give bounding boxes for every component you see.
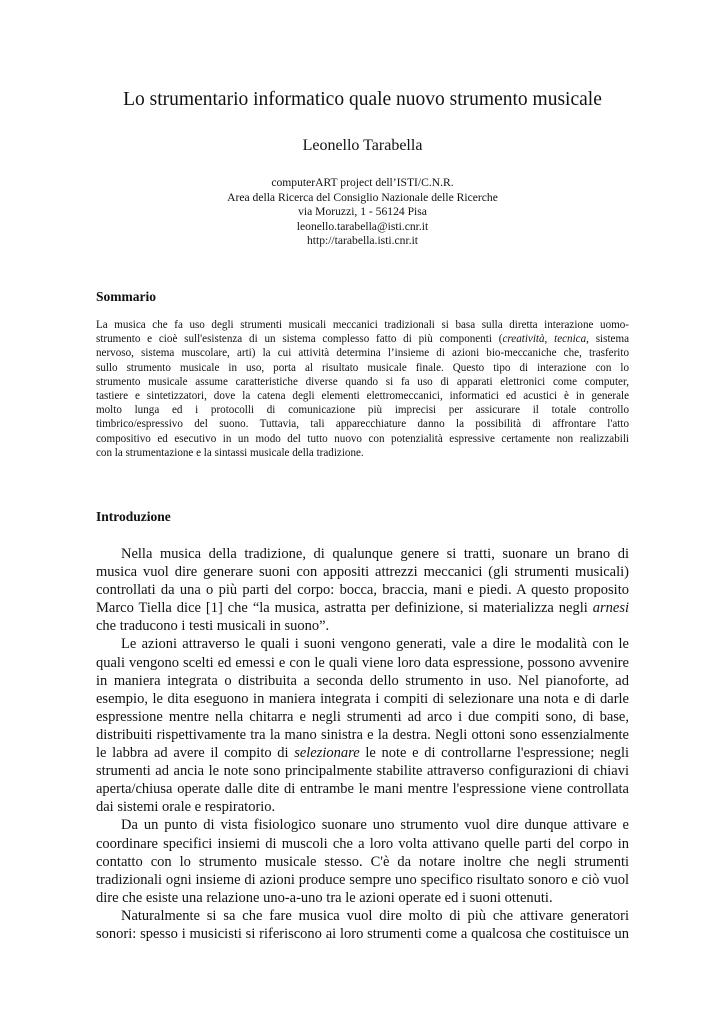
sommario-line: sullo strumento musicale in uso, porta al risultato musicale finale. Questo tipo di interazione con lo xyxy=(96,361,629,374)
body-line: Le azioni attraverso le quali i suoni vengono generati, vale a dire le modalità con le xyxy=(121,636,629,653)
body-line: quali vengono scelti ed emessi e con le quali viene loro data espressione, possono avvenire xyxy=(96,654,629,671)
sommario-line: strumento musicale assume caratteristiche diverse quando si fa uso di apparati elettronici come computer, xyxy=(96,375,629,388)
author-website: http://tarabella.isti.cnr.it xyxy=(306,234,419,248)
body-line: dire che esiste una relazione uno-a-uno tra le azioni operate ed i suoni ottenuti. xyxy=(96,889,553,906)
sommario-line: La musica che fa uso degli strumenti musicali meccanici tradizionali si basa sulla diretta interazione uomo- xyxy=(96,319,629,331)
sommario-line: tastiere e sintetizzatori, dove la catena degli elementi elettromeccanici, informatici ed acustici è in generale xyxy=(96,389,629,402)
body-line: contatto con lo strumento musicale stesso. C'è da notare inoltre che negli strumenti xyxy=(96,853,629,870)
body-line: Marco Tiella dice [1] che “la musica, astratta per definizione, si materializza negli arnesi xyxy=(96,600,629,617)
affiliation-line: Area della Ricerca del Consiglio Nazionale delle Ricerche xyxy=(227,190,498,204)
body-line: sonori: spesso i musicisti si riferiscono ai loro strumenti come a qualcosa che costituisce un xyxy=(96,925,629,942)
body-line: espressione mentre nella chitarra e negli strumenti ad arco i due compiti sono, di base, xyxy=(96,708,629,725)
body-line: che traducono i testi musicali in suono”. xyxy=(96,618,330,635)
body-line: strumenti ad ancia le note sono principalmente stabilite attraverso configurazioni di chiavi xyxy=(96,763,629,780)
affiliation-line: computerART project dell’ISTI/C.N.R. xyxy=(271,176,454,189)
body-line: controllati da una o più parti del corpo: bocca, braccia, mani e piedi. A questo proposito xyxy=(96,582,629,599)
author-email: leonello.tarabella@isti.cnr.it xyxy=(296,219,429,233)
sommario-text xyxy=(96,318,629,460)
body-line: le labbra ad avere il compito di selezionare le note e di controllarne l'espressione; negli xyxy=(96,745,629,762)
body-line: esempio, le dita eseguono in maniera integrata i compiti di selezionare una nota e di darle xyxy=(96,690,629,707)
body-line: in maniera integrata o distribuita a seconda dello strumento in uso. Nel pianoforte, ad xyxy=(96,672,629,689)
sommario-line: timbrico/espressivo del suono. Tuttavia, tali apparecchiature danno la possibilità di affrontare l'atto xyxy=(96,418,629,431)
paper-title: Lo strumentario informatico quale nuovo strumento musicale xyxy=(123,89,602,110)
sommario-line: strumento e cioè sull'esistenza di un sistema complesso fatto di più componenti (creatività, tecnica, sistema xyxy=(96,333,629,346)
sommario-line: con la strumentazione e la sintassi musicale della tradizione. xyxy=(96,446,364,459)
body-line: distribuiti rispettivamente tra la mano sinistra e la destra. Negli ottoni sono essenzialmente xyxy=(96,726,629,743)
introduzione-text xyxy=(96,545,629,943)
body-line: Nella musica della tradizione, di qualunque genere si tratti, suonare un brano di xyxy=(121,546,629,562)
body-line: dai sistemi orale e respiratorio. xyxy=(96,799,276,816)
sommario-line: nervoso, sistema muscolare, arti) la cui attività determina l’insieme di azioni bio-meccaniche che, trasferito xyxy=(96,347,629,360)
body-line: tradizionali ogni insieme di azioni produce sempre uno specifico risultato sonoro e ciò vuol xyxy=(96,871,629,888)
body-line: coordinare specifici insiemi di muscoli che a loro volta attivano quelle parti del corpo in xyxy=(96,835,629,852)
body-line: Naturalmente si sa che fare musica vuol dire molto di più che attivare generatori xyxy=(121,907,629,924)
author-name: Leonello Tarabella xyxy=(302,137,423,154)
affiliation-block xyxy=(0,176,725,249)
body-line: aperta/chiusa operate dalle dite di entrambe le mani mentre l'espressione viene controllata xyxy=(96,781,629,798)
body-line: Da un punto di vista fisiologico suonare uno strumento vuol dire dunque attivare e xyxy=(121,817,629,834)
sommario-line: compositivo ed esecutivo in un modo del tutto nuovo con potenzialità espressive certamente non realizzabili xyxy=(96,432,629,445)
sommario-heading: Sommario xyxy=(96,289,156,304)
body-line: musica vuol dire generare suoni con appositi attrezzi meccanici (gli strumenti musicali) xyxy=(96,564,629,581)
introduzione-heading: Introduzione xyxy=(96,509,171,524)
affiliation-line: via Moruzzi, 1 - 56124 Pisa xyxy=(298,205,427,219)
sommario-line: molto lunga ed i protocolli di comunicazione più imprecisi per assicurare il totale controllo xyxy=(96,404,629,417)
